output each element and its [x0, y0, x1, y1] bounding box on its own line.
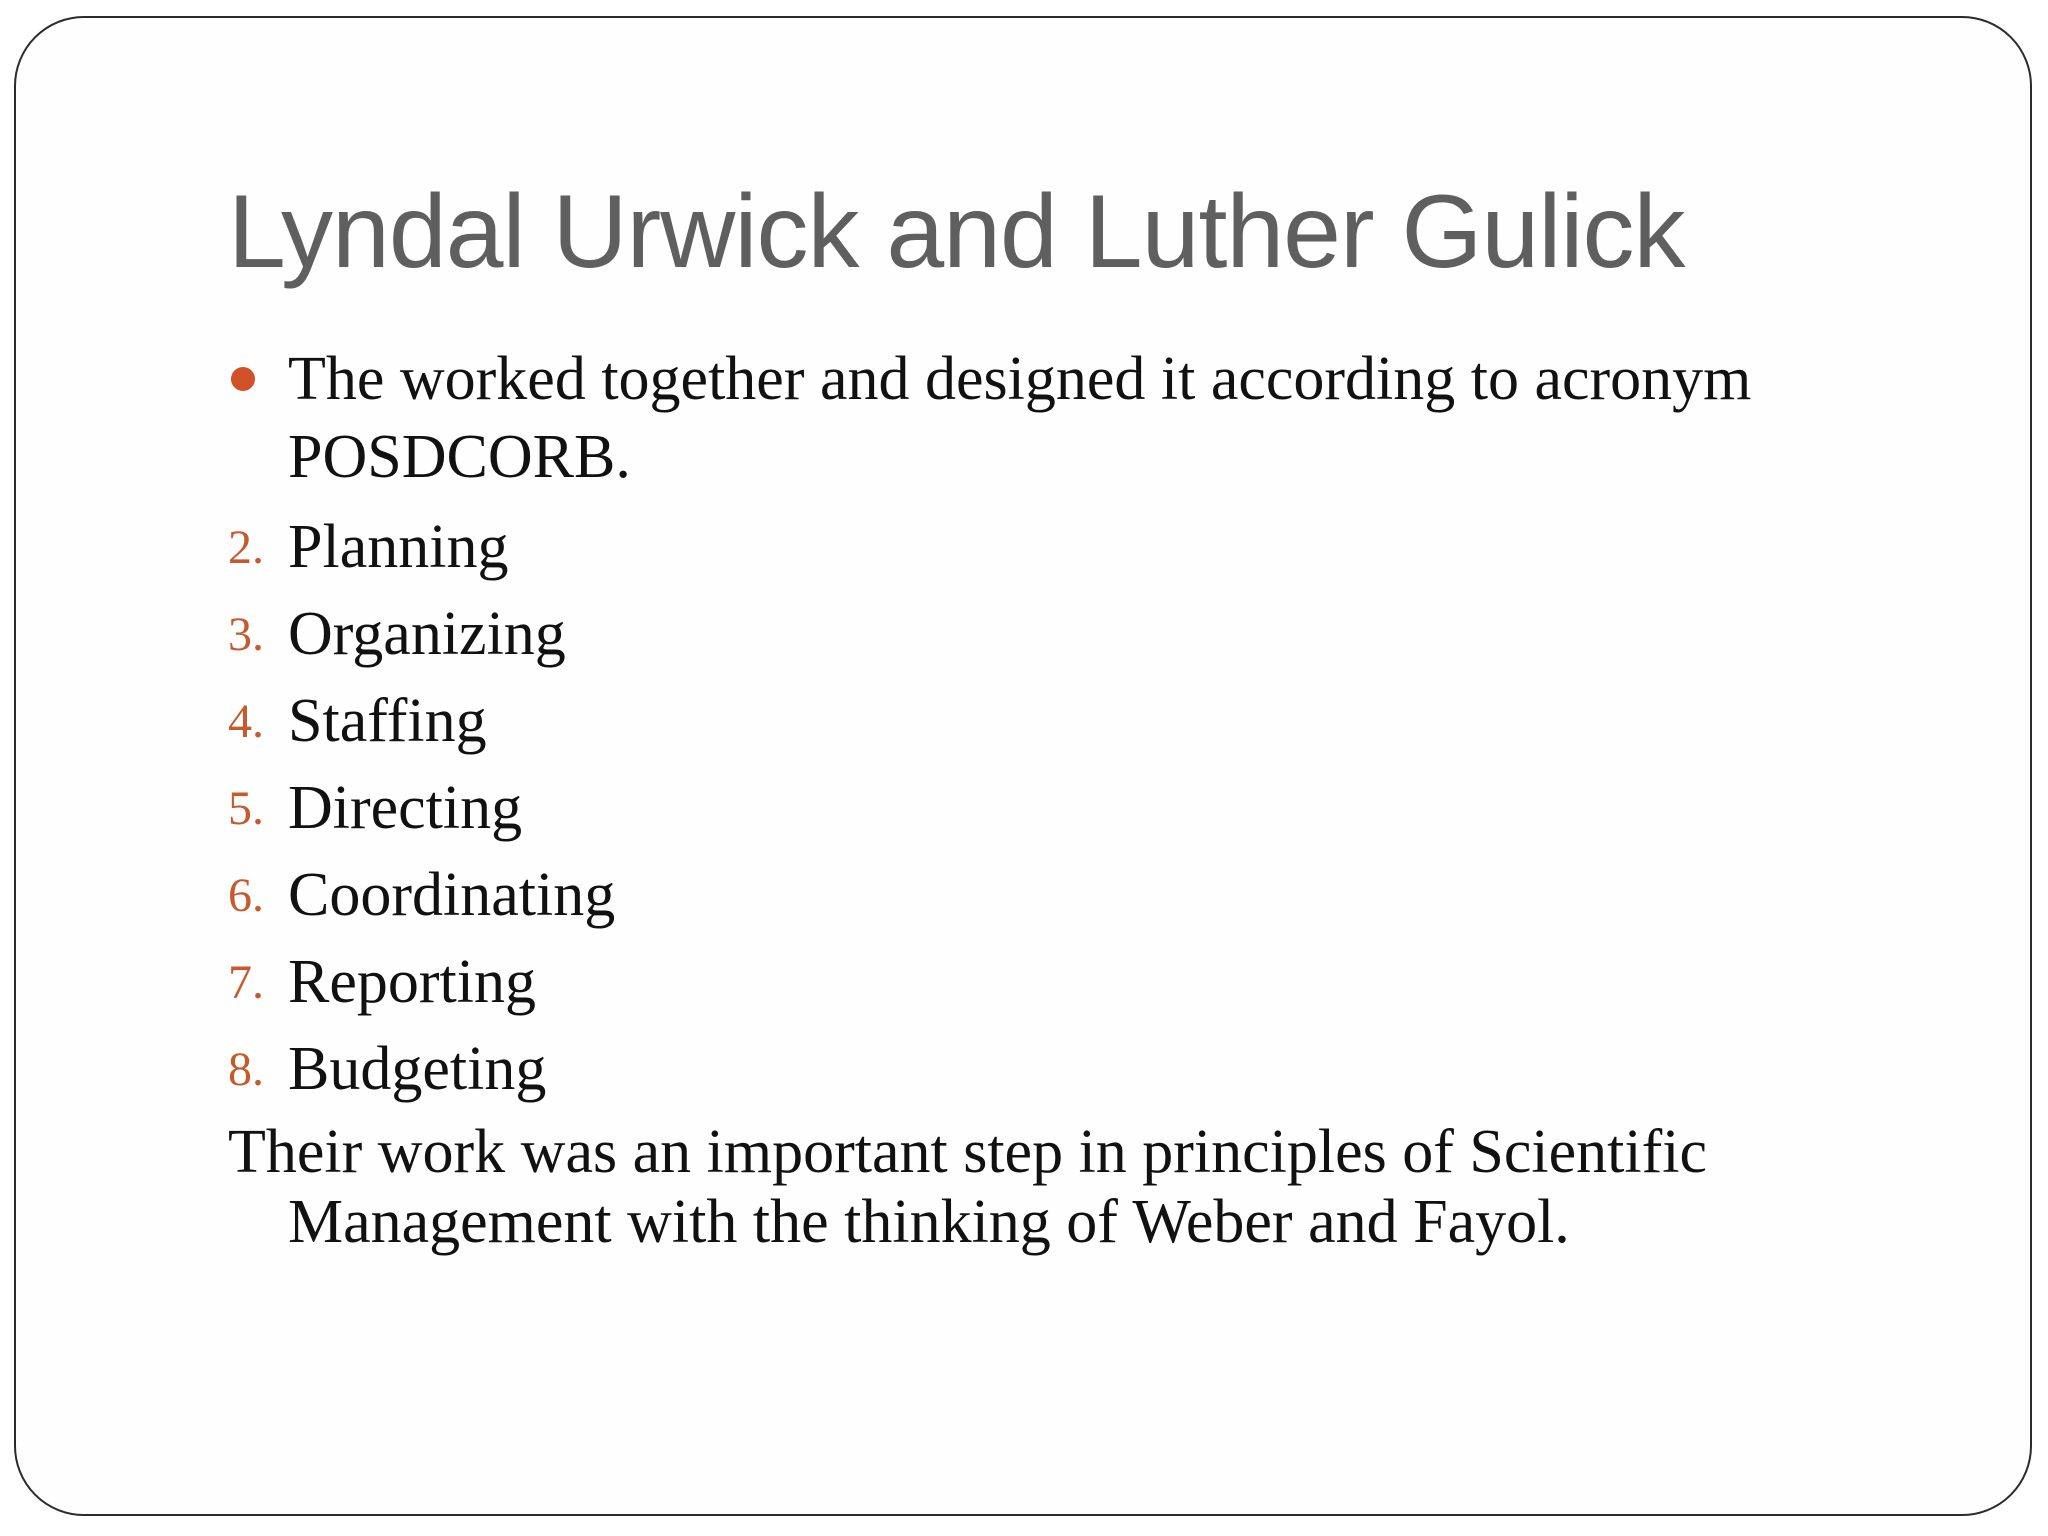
list-label: Directing [288, 774, 523, 842]
list-number: 5. [228, 782, 264, 835]
list-number: 7. [228, 956, 264, 1009]
list-label: Budgeting [288, 1035, 547, 1103]
bullet-item [228, 340, 1908, 496]
posdcorb-list [228, 504, 1908, 1113]
slide-title: Lyndal Urwick and Luther Gulick [228, 174, 1685, 290]
bullet-dot-icon [231, 367, 255, 391]
list-number: 2. [228, 521, 264, 574]
list-item-staffing [228, 678, 1908, 765]
list-label: Coordinating [288, 861, 616, 929]
list-item-coordinating [228, 852, 1908, 939]
list-item-reporting [228, 939, 1908, 1026]
bullet-text: The worked together and designed it according to acronym POSDCORB. [288, 345, 1752, 491]
list-item-organizing [228, 591, 1908, 678]
list-label: Staffing [288, 687, 487, 755]
closing-paragraph: Their work was an important step in principles of Scientific Management with the thinking of Weber and Fayol. [228, 1118, 1708, 1256]
slide-body [228, 340, 1908, 1257]
list-item-budgeting [228, 1026, 1908, 1113]
list-label: Reporting [288, 948, 536, 1016]
list-label: Planning [288, 513, 509, 581]
list-label: Organizing [288, 600, 566, 668]
list-number: 6. [228, 869, 264, 922]
list-number: 3. [228, 608, 264, 661]
list-item-directing [228, 765, 1908, 852]
list-item-planning [228, 504, 1908, 591]
list-number: 4. [228, 695, 264, 748]
list-number: 8. [228, 1043, 264, 1096]
